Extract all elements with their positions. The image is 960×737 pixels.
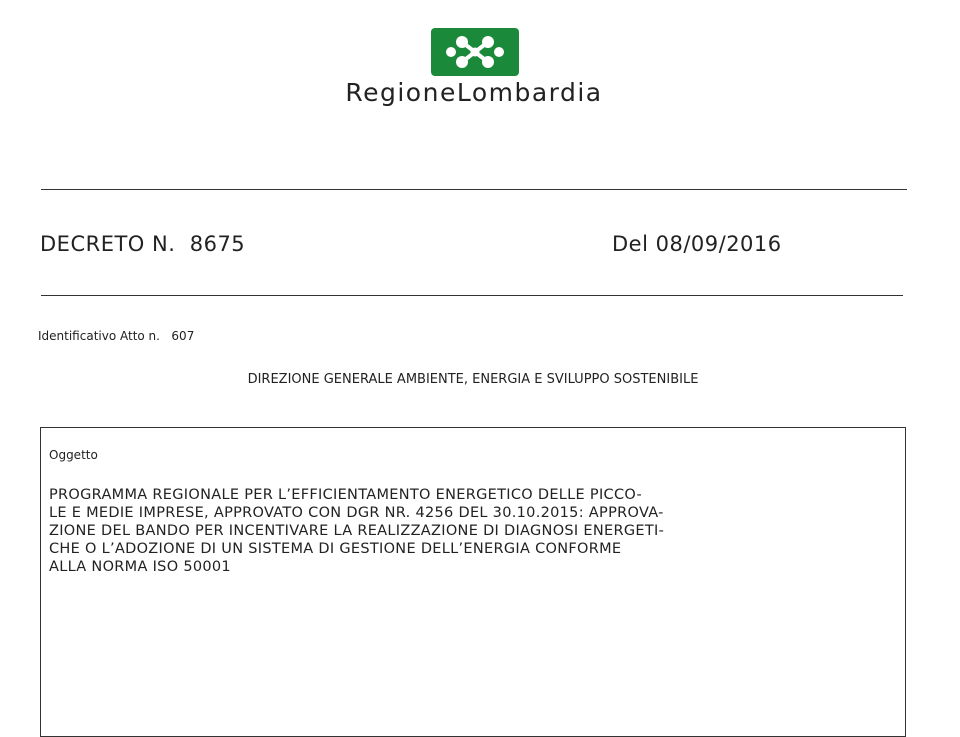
divider-top <box>41 189 907 190</box>
directorate-title: DIREZIONE GENERALE AMBIENTE, ENERGIA E SVILUPPO SOSTENIBILE <box>247 372 699 387</box>
logo-wordmark: RegioneLombardia <box>345 78 603 107</box>
decree-date: Del 08/09/2016 <box>612 232 782 256</box>
subject-text: PROGRAMMA REGIONALE PER L’EFFICIENTAMENTO ENERGETICO DELLE PICCO- LE E MEDIE IMPRESE, APPROVATO CON DGR NR. 4256 DEL 30.10.2015: APPROVA- ZIONE DEL BANDO PER INCENTIVARE LA REALIZZAZIONE DI DIAGNOSI ENERGETI- CHE O L’ADOZIONE DI UN SISTEMA DI GESTIONE DELL’ENERGIA CONFORME ALLA NORMA ISO 50001 <box>49 487 665 575</box>
decree-number: DECRETO N. 8675 <box>40 232 246 256</box>
act-identifier: Identificativo Atto n. 607 <box>38 329 195 343</box>
regione-lombardia-rosa-camuna-icon <box>431 28 519 76</box>
divider-bottom <box>41 295 903 296</box>
subject-label: Oggetto <box>49 448 98 462</box>
subject-box <box>40 427 906 737</box>
